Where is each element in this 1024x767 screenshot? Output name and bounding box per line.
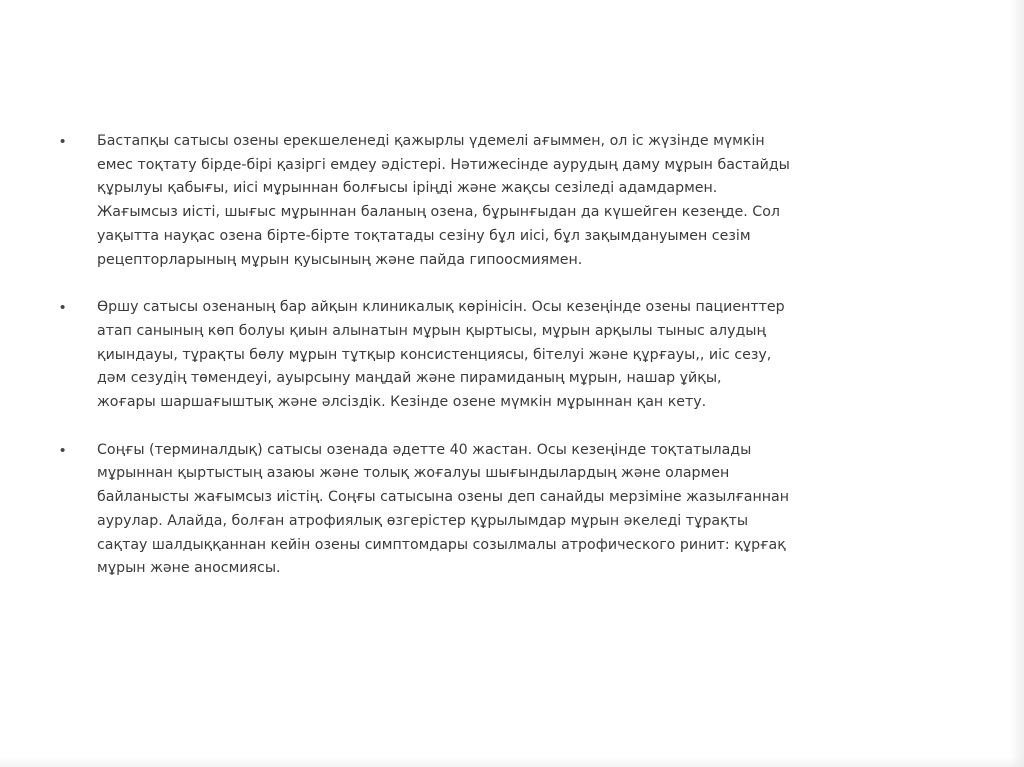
slide-edge-shadow-bottom (0, 757, 1024, 767)
slide-edge-shadow-right (1010, 0, 1024, 767)
bullet-text-terminal-stage: Соңғы (терминалдық) сатысы озенада әдетте 40 жастан. Осы кезеңінде тоқтатылады мұрыннан қыртыстың азаюы және толық жоғалуы шығындылардың және олармен байланысты жағымсыз иістің. Соңғы сатысына озены деп санайды мерзіміне жазылғаннан аурулар. Алайда, болған атрофиялық өзгерістер құрылымдар мұрын әкеледі тұрақты сақтау шалдыққаннан кейін озены симптомдары созылмалы атрофического ринит: құрғақ мұрын және аносмиясы. (97, 441, 789, 577)
bullet-icon: • (60, 299, 66, 317)
bullet-text-progression-stage: Өршу сатысы озенаның бар айқын клиникалық көрінісін. Осы кезеңінде озены пациенттер атап санының көп болуы қиын алынатын мұрын қыртысы, мұрын арқылы тыныс алудың қиындауы, тұрақты бөлу мұрын тұтқыр консистенциясы, бітелуі және құрғауы,, иіс сезу, дәм сезудің төмендеуі, ауырсыну маңдай және пирамиданың мұрын, нашар ұйқы, жоғары шаршағыштық және әлсіздік. Кезінде озене мүмкін мұрыннан қан кету. (97, 299, 785, 411)
bullet-list (60, 130, 910, 581)
bullet-item-initial-stage (60, 130, 910, 272)
bullet-icon: • (60, 441, 66, 459)
bullet-text-initial-stage: Бастапқы сатысы озены ерекшеленеді қажырлы үдемелі ағыммен, ол іс жүзінде мүмкін емес тоқтату бірде-бірі қазіргі емдеу әдістері. Нәтижесінде аурудың даму мұрын бастайды құрылуы қабығы, иісі мұрыннан болғысы іріңді және жақсы сезіледі адамдармен. Жағымсыз иісті, шығыс мұрыннан баланың озена, бұрынғыдан да күшейген кезеңде. Сол уақытта науқас озена бірте-бірте тоқтатады сезіну бұл иісі, бұл зақымдануымен сезім рецепторларының мұрын қуысының және пайда гипоосмиямен. (97, 133, 790, 268)
bullet-item-progression-stage (60, 296, 910, 415)
bullet-item-terminal-stage (60, 439, 910, 581)
bullet-icon: • (60, 133, 66, 150)
